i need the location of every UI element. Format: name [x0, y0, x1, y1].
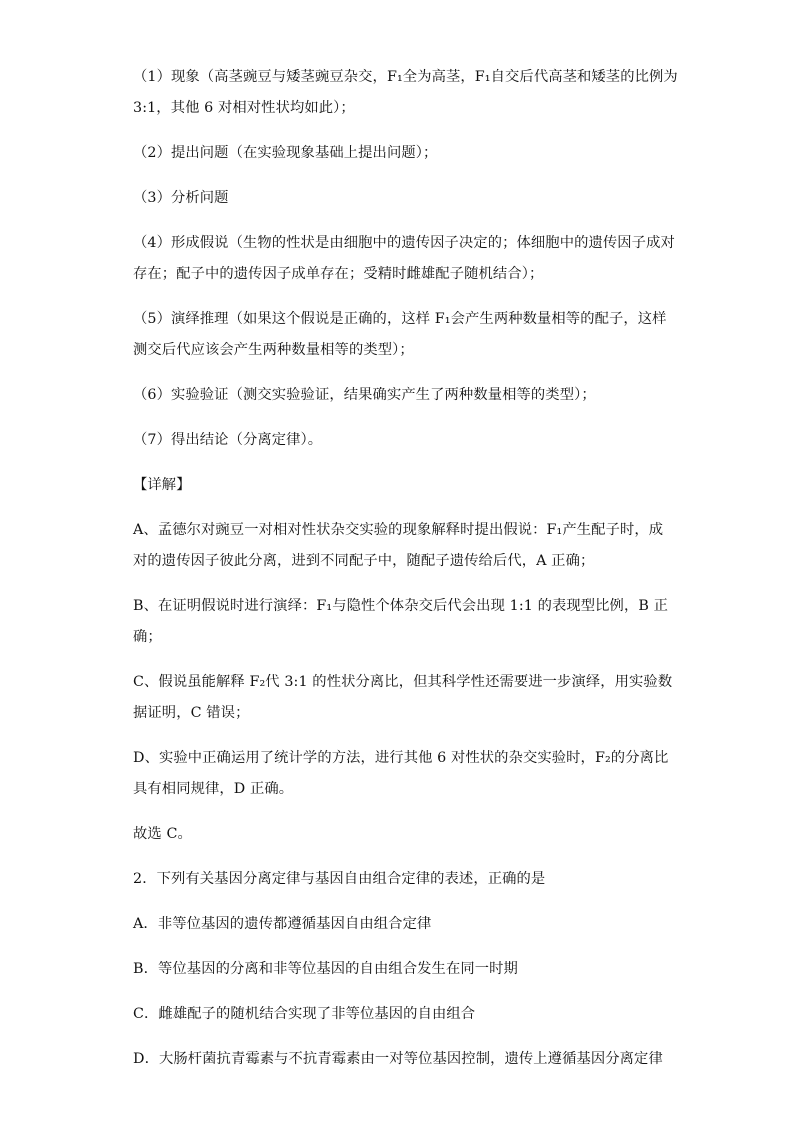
- answer-line: 故选 C。: [133, 826, 192, 842]
- question-stem: 2．下列有关基因分离定律与基因自由组合定律的表述，正确的是: [133, 871, 546, 887]
- question-option-a: A．非等位基因的遗传都遵循基因自由组合定律: [133, 916, 432, 932]
- explain-d-line-2: 具有相同规律，D 正确。: [133, 781, 294, 797]
- step-6-line-1: （6）实验验证（测交实验验证，结果确实产生了两种数量相等的类型）；: [133, 387, 596, 403]
- explain-heading: 【详解】: [133, 477, 191, 493]
- step-5-line-2: 测交后代应该会产生两种数量相等的类型）；: [133, 342, 414, 358]
- explain-a-line-1: A、孟德尔对豌豆一对相对性状杂交实验的现象解释时提出假说：F₁产生配子时，成: [133, 522, 664, 538]
- explain-d-line-1: D、实验中正确运用了统计学的方法，进行其他 6 对性状的杂交实验时，F₂的分离比: [133, 750, 669, 766]
- step-7-line-1: （7）得出结论（分离定律）。: [133, 432, 323, 448]
- explain-c-line-1: C、假说虽能解释 F₂代 3:1 的性状分离比，但其科学性还需要进一步演绎，用实验数: [133, 674, 673, 690]
- step-4-line-2: 存在；配子中的遗传因子成单存在；受精时雌雄配子随机结合）；: [133, 266, 544, 282]
- explain-c-line-2: 据证明，C 错误；: [133, 705, 250, 721]
- step-5-line-1: （5）演绎推理（如果这个假说是正确的，这样 F₁会产生两种数量相等的配子，这样: [133, 311, 667, 327]
- explain-a-line-2: 对的遗传因子彼此分离，进到不同配子中，随配子遗传给后代，A 正确；: [133, 553, 595, 569]
- explain-b-line-1: B、在证明假说时进行演绎：F₁与隐性个体杂交后代会出现 1:1 的表现型比例，B 正: [133, 598, 669, 614]
- explain-b-line-2: 确；: [133, 629, 162, 645]
- step-2-line-1: （2）提出问题（在实验现象基础上提出问题）；: [133, 145, 438, 161]
- step-4-line-1: （4）形成假说（生物的性状是由细胞中的遗传因子决定的；体细胞中的遗传因子成对: [133, 235, 675, 251]
- question-option-d: D．大肠杆菌抗青霉素与不抗青霉素由一对等位基因控制，遗传上遵循基因分离定律: [133, 1051, 663, 1067]
- question-option-c: C．雌雄配子的随机结合实现了非等位基因的自由组合: [133, 1006, 476, 1022]
- step-1-line-2: 3:1，其他 6 对相对性状均如此）；: [133, 100, 355, 116]
- step-1-line-1: （1）现象（高茎豌豆与矮茎豌豆杂交，F₁全为高茎，F₁自交后代高茎和矮茎的比例为: [133, 69, 678, 85]
- step-3-line-1: （3）分析问题: [133, 190, 229, 206]
- question-option-b: B．等位基因的分离和非等位基因的自由组合发生在同一时期: [133, 961, 518, 977]
